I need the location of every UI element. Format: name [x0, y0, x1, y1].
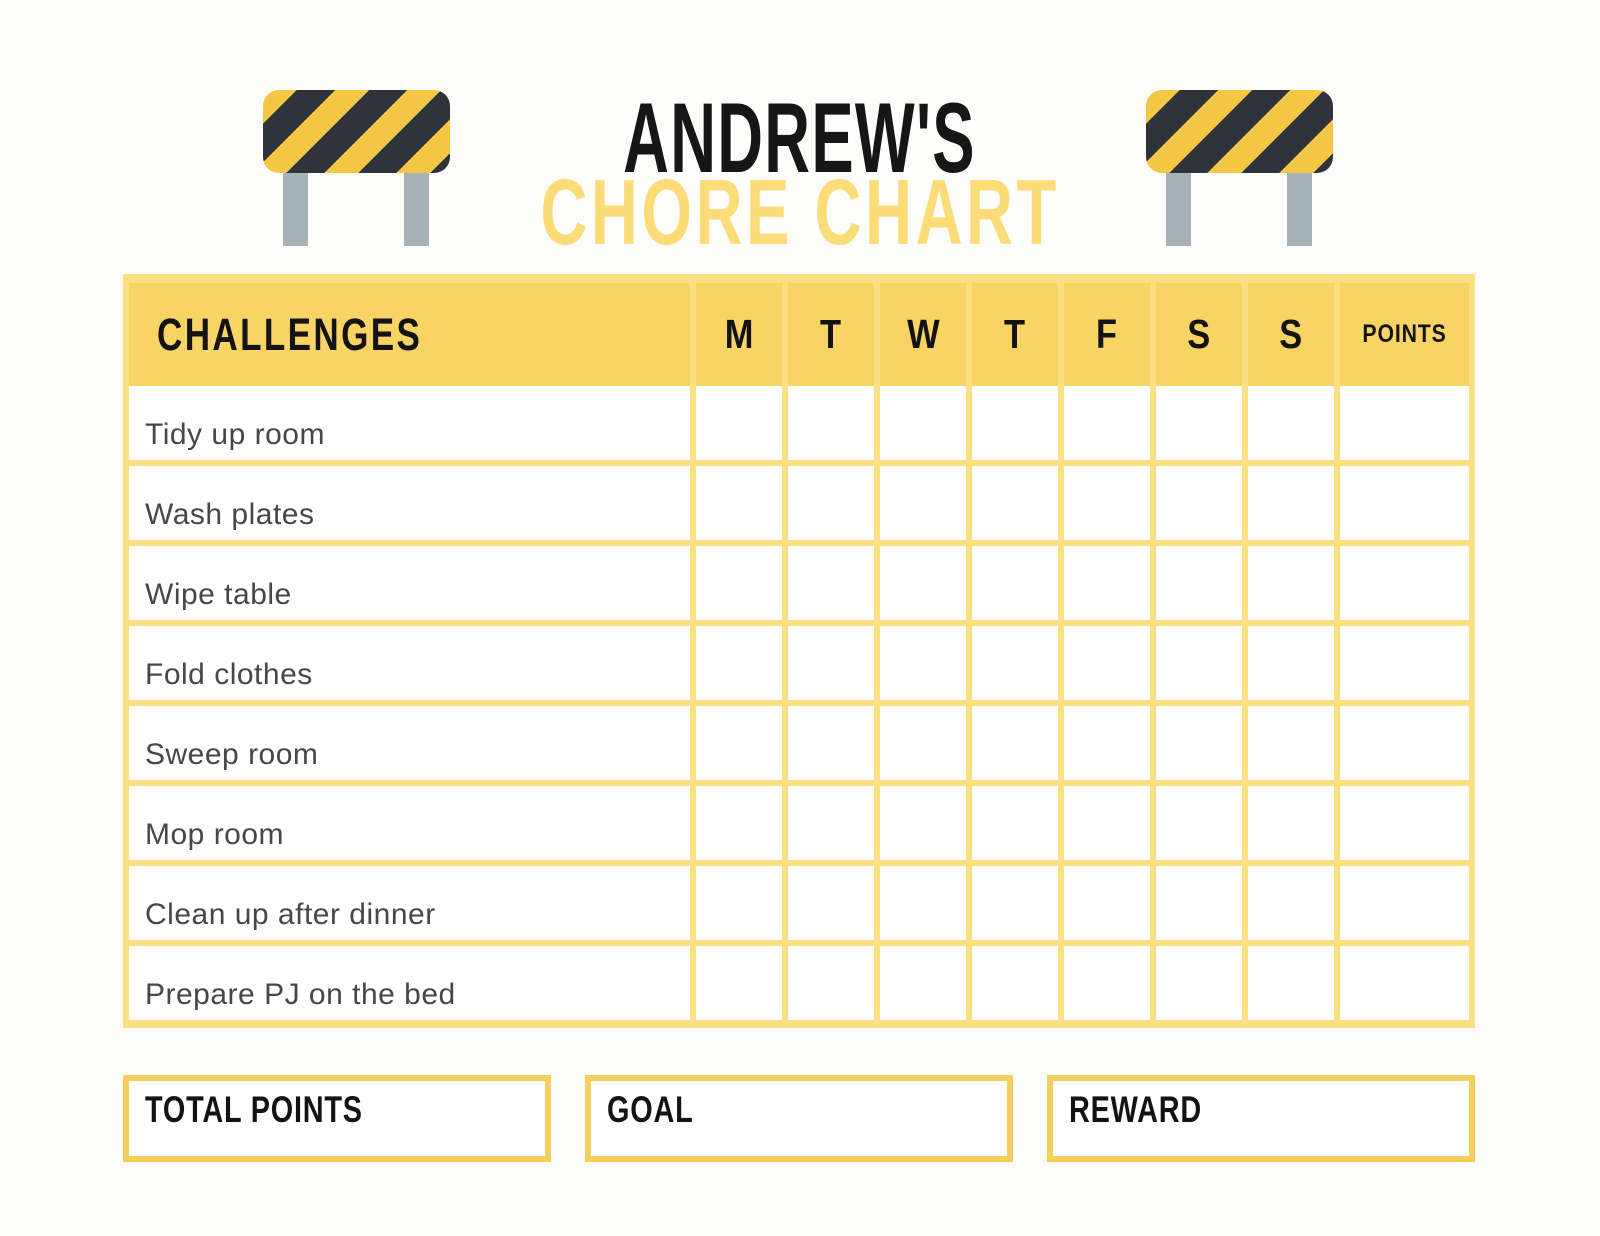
- chore-label-cell: [129, 546, 690, 620]
- chore-label: Clean up after dinner: [145, 898, 436, 931]
- day-cell: [972, 866, 1058, 940]
- points-header-cell: [1340, 283, 1469, 386]
- points-cell: [1340, 786, 1469, 860]
- day-header-cell: [696, 283, 782, 386]
- points-cell: [1340, 866, 1469, 940]
- goal-label: GOAL: [607, 1089, 694, 1130]
- day-cell: [696, 866, 782, 940]
- day-cell: [696, 786, 782, 860]
- chore-table: [123, 274, 1475, 1028]
- day-cell: [1064, 626, 1150, 700]
- day-cell: [696, 626, 782, 700]
- table-body: [129, 386, 1469, 1020]
- day-cell: [696, 546, 782, 620]
- day-cell: [788, 386, 874, 460]
- day-cell: [1156, 466, 1242, 540]
- day-cell: [696, 946, 782, 1020]
- day-cell: [880, 866, 966, 940]
- day-cell: [880, 546, 966, 620]
- day-cell: [788, 466, 874, 540]
- title-subtitle-line: CHORE CHART: [540, 160, 1060, 264]
- chore-label-cell: [129, 866, 690, 940]
- chore-label: Mop room: [145, 818, 285, 851]
- day-header-label: F: [1096, 311, 1118, 357]
- day-header-label: S: [1187, 311, 1211, 357]
- reward-label: REWARD: [1069, 1089, 1202, 1130]
- day-cell: [880, 386, 966, 460]
- points-header-label: POINTS: [1362, 320, 1447, 348]
- day-cell: [972, 386, 1058, 460]
- points-cell: [1340, 386, 1469, 460]
- chore-label-cell: [129, 386, 690, 460]
- table-header-row: [129, 283, 1469, 386]
- day-cell: [972, 626, 1058, 700]
- chore-label: Wash plates: [145, 498, 315, 531]
- day-cell: [1156, 866, 1242, 940]
- chore-label-cell: [129, 946, 690, 1020]
- total-points-label: TOTAL POINTS: [145, 1089, 363, 1130]
- day-header-cell: [788, 283, 874, 386]
- day-cell: [788, 706, 874, 780]
- day-header-cell: [1064, 283, 1150, 386]
- day-cell: [788, 866, 874, 940]
- day-cell: [880, 626, 966, 700]
- total-points-box: [123, 1075, 551, 1162]
- day-cell: [1064, 706, 1150, 780]
- day-cell: [972, 706, 1058, 780]
- chore-label-cell: [129, 626, 690, 700]
- day-cell: [1064, 866, 1150, 940]
- chore-label: Wipe table: [145, 578, 292, 611]
- challenges-header-label: CHALLENGES: [157, 308, 423, 360]
- day-header-cell: [880, 283, 966, 386]
- day-cell: [696, 706, 782, 780]
- chore-label-cell: [129, 786, 690, 860]
- points-cell: [1340, 626, 1469, 700]
- day-header-label: T: [1004, 311, 1026, 357]
- day-cell: [788, 546, 874, 620]
- day-cell: [972, 786, 1058, 860]
- day-cell: [1064, 466, 1150, 540]
- day-cell: [880, 466, 966, 540]
- day-cell: [788, 626, 874, 700]
- challenges-header-cell: [129, 283, 690, 386]
- day-cell: [1248, 626, 1334, 700]
- day-cell: [972, 546, 1058, 620]
- chore-label: Tidy up room: [145, 418, 325, 451]
- day-cell: [1156, 706, 1242, 780]
- day-cell: [1248, 786, 1334, 860]
- day-cell: [1156, 786, 1242, 860]
- day-cell: [1156, 946, 1242, 1020]
- day-header-cell: [1248, 283, 1334, 386]
- day-cell: [1248, 546, 1334, 620]
- day-header-label: M: [724, 311, 754, 357]
- day-header-cell: [1156, 283, 1242, 386]
- day-cell: [880, 946, 966, 1020]
- day-cell: [1248, 386, 1334, 460]
- day-cell: [696, 386, 782, 460]
- day-header-label: W: [906, 311, 940, 357]
- day-cell: [788, 786, 874, 860]
- day-cell: [880, 706, 966, 780]
- day-cell: [1248, 706, 1334, 780]
- day-cell: [1156, 386, 1242, 460]
- day-header-label: T: [820, 311, 842, 357]
- summary-boxes: [123, 1075, 1475, 1162]
- page-title: [0, 82, 1600, 264]
- day-header-label: S: [1279, 311, 1303, 357]
- day-cell: [1248, 866, 1334, 940]
- day-cell: [1064, 386, 1150, 460]
- title-name-line: ANDREW'S: [623, 82, 977, 193]
- day-cell: [1156, 546, 1242, 620]
- day-cell: [972, 946, 1058, 1020]
- points-cell: [1340, 946, 1469, 1020]
- day-cell: [696, 466, 782, 540]
- points-cell: [1340, 466, 1469, 540]
- day-cell: [1248, 466, 1334, 540]
- day-header-cell: [972, 283, 1058, 386]
- chore-label: Sweep room: [145, 738, 319, 771]
- chore-label: Prepare PJ on the bed: [145, 978, 456, 1011]
- points-cell: [1340, 706, 1469, 780]
- chore-label-cell: [129, 466, 690, 540]
- day-cell: [880, 786, 966, 860]
- reward-box: [1047, 1075, 1475, 1162]
- day-cell: [1248, 946, 1334, 1020]
- day-cell: [788, 946, 874, 1020]
- goal-box: [585, 1075, 1013, 1162]
- day-cell: [1156, 626, 1242, 700]
- day-cell: [1064, 946, 1150, 1020]
- chore-label-cell: [129, 706, 690, 780]
- chore-label: Fold clothes: [145, 658, 313, 691]
- day-cell: [972, 466, 1058, 540]
- points-cell: [1340, 546, 1469, 620]
- day-cell: [1064, 786, 1150, 860]
- day-cell: [1064, 546, 1150, 620]
